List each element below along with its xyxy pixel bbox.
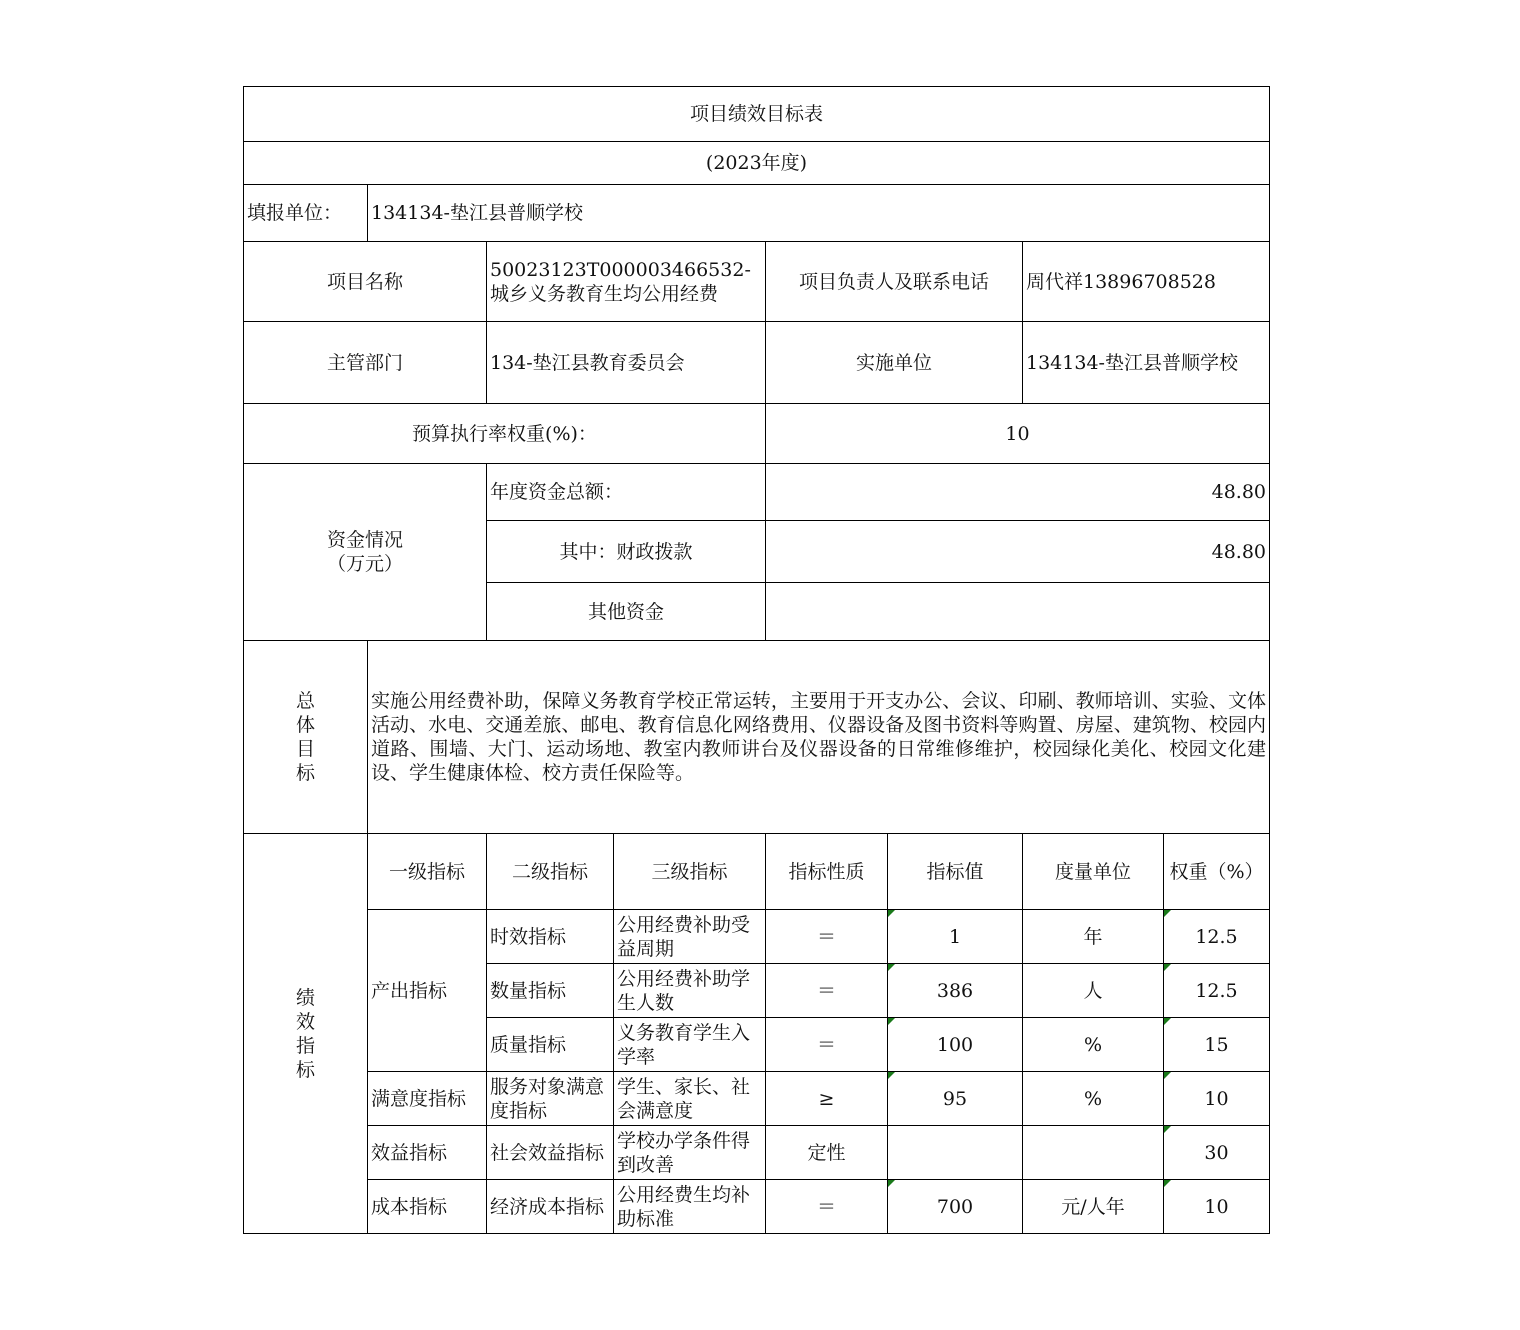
row-nature: ＝ <box>766 964 888 1018</box>
row-value: 386 <box>888 964 1023 1018</box>
table-row <box>244 1180 1270 1234</box>
header-level2: 二级指标 <box>487 834 614 910</box>
row-unit: % <box>1023 1018 1164 1072</box>
performance-target-table <box>243 86 1270 1234</box>
row-level3: 公用经费补助受益周期 <box>614 910 766 964</box>
level1-satisfaction: 满意度指标 <box>368 1072 487 1126</box>
row-value: 95 <box>888 1072 1023 1126</box>
table-row <box>244 1126 1270 1180</box>
level1-cost: 成本指标 <box>368 1180 487 1234</box>
row-value <box>888 1126 1023 1180</box>
row-weight: 30 <box>1164 1126 1270 1180</box>
impl-unit-label: 实施单位 <box>766 322 1023 404</box>
dept-label: 主管部门 <box>244 322 487 404</box>
impl-unit-value: 134134-垫江县普顺学校 <box>1023 322 1270 404</box>
page-title: 项目绩效目标表 <box>244 87 1270 142</box>
other-funds-label: 其他资金 <box>487 583 766 641</box>
header-weight: 权重（%） <box>1164 834 1270 910</box>
row-value: 100 <box>888 1018 1023 1072</box>
header-level3: 三级指标 <box>614 834 766 910</box>
row-level2: 服务对象满意度指标 <box>487 1072 614 1126</box>
year-subtitle: (2023年度) <box>244 142 1270 185</box>
row-level2: 时效指标 <box>487 910 614 964</box>
indicators-section-label: 绩效指标 <box>295 986 315 1081</box>
fiscal-appropriation-value: 48.80 <box>766 521 1270 583</box>
table-row <box>244 910 1270 964</box>
project-leader-label: 项目负责人及联系电话 <box>766 242 1023 322</box>
row-nature: ＝ <box>766 1018 888 1072</box>
funds-label-cell <box>244 464 487 641</box>
level1-output: 产出指标 <box>368 910 487 1072</box>
row-weight: 15 <box>1164 1018 1270 1072</box>
fill-unit-value: 134134-垫江县普顺学校 <box>368 185 1270 242</box>
budget-rate-value: 10 <box>766 404 1270 464</box>
row-level2: 经济成本指标 <box>487 1180 614 1234</box>
row-weight: 12.5 <box>1164 910 1270 964</box>
performance-target-sheet <box>243 86 1269 1234</box>
overall-goal-label-cell <box>244 641 368 834</box>
funds-unit: （万元） <box>326 553 403 575</box>
overall-goal-label: 总体目标 <box>295 690 315 784</box>
funds-label: 资金情况 <box>326 529 403 551</box>
row-level3: 公用经费补助学生人数 <box>614 964 766 1018</box>
fill-unit-label: 填报单位： <box>244 185 368 242</box>
table-row <box>244 1072 1270 1126</box>
annual-total-value: 48.80 <box>766 464 1270 521</box>
row-weight: 10 <box>1164 1072 1270 1126</box>
fiscal-appropriation-label: 其中：财政拨款 <box>487 521 766 583</box>
row-unit <box>1023 1126 1164 1180</box>
row-nature: ＝ <box>766 1180 888 1234</box>
project-leader-value: 周代祥13896708528 <box>1023 242 1270 322</box>
row-level3: 义务教育学生入学率 <box>614 1018 766 1072</box>
row-weight: 10 <box>1164 1180 1270 1234</box>
dept-value: 134-垫江县教育委员会 <box>487 322 766 404</box>
row-level3: 公用经费生均补助标准 <box>614 1180 766 1234</box>
row-weight: 12.5 <box>1164 964 1270 1018</box>
overall-goal-text: 实施公用经费补助，保障义务教育学校正常运转，主要用于开支办公、会议、印刷、教师培训、实验、文体活动、水电、交通差旅、邮电、教育信息化网络费用、仪器设备及图书资料等购置、房屋、建筑物、校园内道路、围墙、大门、运动场地、教室内教师讲台及仪器设备的日常维修维护，校园绿化美化、校园文化建设、学生健康体检、校方责任保险等。 <box>368 641 1270 834</box>
row-unit: 年 <box>1023 910 1164 964</box>
budget-rate-label: 预算执行率权重(%)： <box>244 404 766 464</box>
header-value: 指标值 <box>888 834 1023 910</box>
header-nature: 指标性质 <box>766 834 888 910</box>
row-level2: 社会效益指标 <box>487 1126 614 1180</box>
row-unit: 元/人年 <box>1023 1180 1164 1234</box>
header-level1: 一级指标 <box>368 834 487 910</box>
row-nature: ≥ <box>766 1072 888 1126</box>
indicators-section-cell <box>244 834 368 1234</box>
other-funds-value <box>766 583 1270 641</box>
project-name-value: 50023123T000003466532-城乡义务教育生均公用经费 <box>487 242 766 322</box>
row-level3: 学生、家长、社会满意度 <box>614 1072 766 1126</box>
row-level2: 数量指标 <box>487 964 614 1018</box>
row-level3: 学校办学条件得到改善 <box>614 1126 766 1180</box>
row-nature: ＝ <box>766 910 888 964</box>
row-unit: % <box>1023 1072 1164 1126</box>
row-level2: 质量指标 <box>487 1018 614 1072</box>
header-unit: 度量单位 <box>1023 834 1164 910</box>
project-name-label: 项目名称 <box>244 242 487 322</box>
row-unit: 人 <box>1023 964 1164 1018</box>
row-nature: 定性 <box>766 1126 888 1180</box>
annual-total-label: 年度资金总额： <box>487 464 766 521</box>
row-value: 1 <box>888 910 1023 964</box>
row-value: 700 <box>888 1180 1023 1234</box>
level1-benefit: 效益指标 <box>368 1126 487 1180</box>
